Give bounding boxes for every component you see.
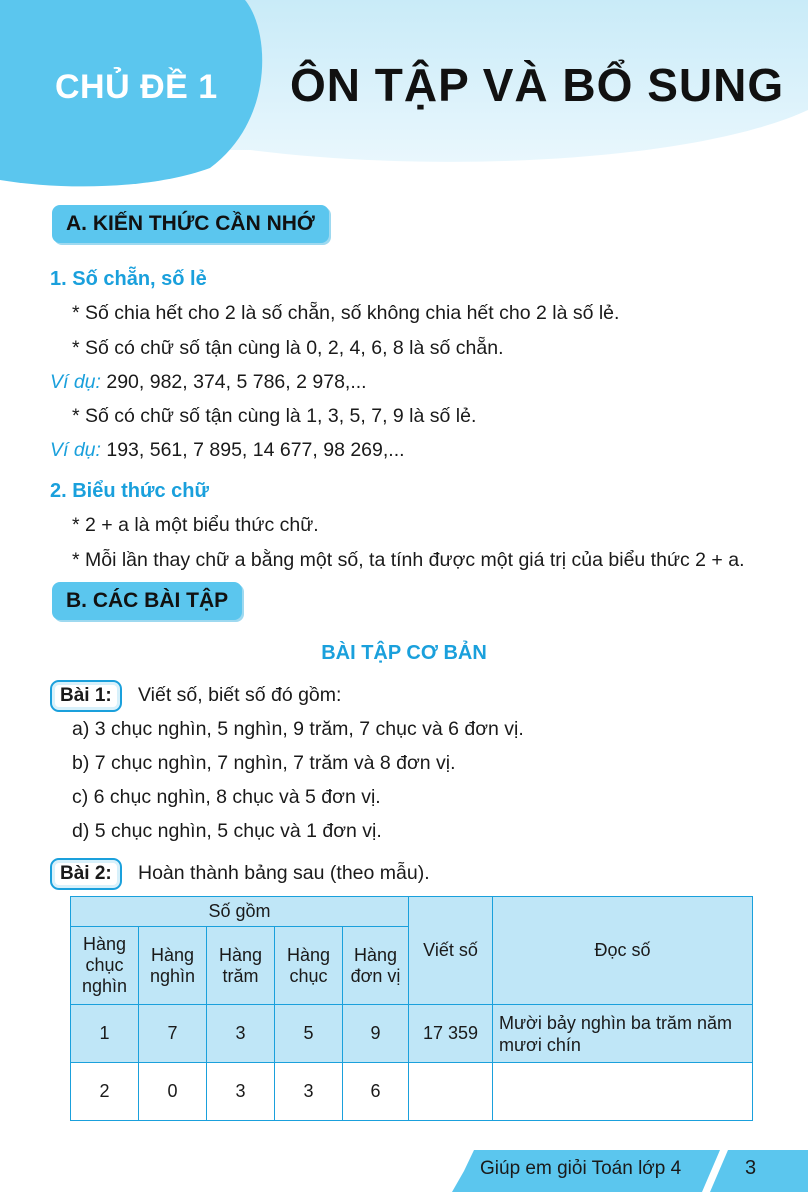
- table-cell: 1: [71, 1005, 139, 1063]
- exercise-2-prompt: Hoàn thành bảng sau (theo mẫu).: [138, 862, 430, 884]
- page-number: 3: [745, 1157, 757, 1179]
- table-cell: 17 359: [409, 1005, 493, 1063]
- table-row: [71, 1063, 753, 1121]
- part2-line2: * Mỗi lần thay chữ a bằng một số, ta tính được một giá trị của biểu thức 2 + a.: [72, 549, 745, 571]
- table-cell: 9: [343, 1005, 409, 1063]
- part1-line2: * Số có chữ số tận cùng là 0, 2, 4, 6, 8 là số chẵn.: [72, 337, 504, 359]
- exercise-1-b: b) 7 chục nghìn, 7 nghìn, 7 trăm và 8 đơn vị.: [72, 752, 456, 774]
- part1-line3: * Số có chữ số tận cùng là 1, 3, 5, 7, 9 là số lẻ.: [72, 405, 477, 427]
- place-value-table: [70, 896, 753, 1121]
- part1-title: 1. Số chẵn, số lẻ: [50, 268, 207, 290]
- exercise-1-c: c) 6 chục nghìn, 8 chục và 5 đơn vị.: [72, 786, 381, 808]
- table-cell: 3: [275, 1063, 343, 1121]
- table-cell: Mười bảy nghìn ba trăm năm mươi chín: [493, 1005, 753, 1063]
- header-hang-tram: Hàng trăm: [207, 927, 275, 1005]
- table-cell: 6: [343, 1063, 409, 1121]
- header-so-gom: Số gồm: [71, 897, 409, 927]
- answer-blank-doc-so[interactable]: [493, 1063, 753, 1121]
- example-label: Ví dụ:: [50, 439, 101, 461]
- header-hang-chuc: Hàng chục: [275, 927, 343, 1005]
- section-b-label: B. CÁC BÀI TẬP: [52, 582, 242, 620]
- book-title: Giúp em giỏi Toán lớp 4: [480, 1158, 682, 1179]
- header-hang-nghin: Hàng nghìn: [139, 927, 207, 1005]
- example-values: 290, 982, 374, 5 786, 2 978,...: [100, 371, 367, 393]
- part2-line1: * 2 + a là một biểu thức chữ.: [72, 514, 319, 536]
- table-cell: 0: [139, 1063, 207, 1121]
- part1-example1: [50, 371, 367, 394]
- basic-exercises-heading: BÀI TẬP CƠ BẢN: [321, 642, 487, 664]
- table-cell: 3: [207, 1063, 275, 1121]
- section-a-label: A. KIẾN THỨC CẦN NHỚ: [52, 205, 329, 243]
- header-viet-so: Viết số: [409, 897, 493, 1005]
- table-cell: 5: [275, 1005, 343, 1063]
- topic-label: CHỦ ĐỀ 1: [55, 68, 218, 106]
- exercise-1-label: Bài 1:: [50, 680, 122, 712]
- table-cell: 7: [139, 1005, 207, 1063]
- table-cell: 3: [207, 1005, 275, 1063]
- part2-title: 2. Biểu thức chữ: [50, 480, 209, 502]
- header-doc-so: Đọc số: [493, 897, 753, 1005]
- answer-blank-viet-so[interactable]: [409, 1063, 493, 1121]
- header-hang-don-vi: Hàng đơn vị: [343, 927, 409, 1005]
- header-hang-chuc-nghin: Hàng chục nghìn: [71, 927, 139, 1005]
- example-values: 193, 561, 7 895, 14 677, 98 269,...: [100, 439, 405, 461]
- example-label: Ví dụ:: [50, 371, 101, 393]
- exercise-2-label: Bài 2:: [50, 858, 122, 890]
- exercise-1-d: d) 5 chục nghìn, 5 chục và 1 đơn vị.: [72, 820, 382, 842]
- page-title: ÔN TẬP VÀ BỔ SUNG: [290, 59, 785, 111]
- part1-example2: [50, 439, 405, 462]
- table-cell: 2: [71, 1063, 139, 1121]
- exercise-1-a: a) 3 chục nghìn, 5 nghìn, 9 trăm, 7 chục và 6 đơn vị.: [72, 718, 524, 740]
- table-row: [71, 1005, 753, 1063]
- part1-line1: * Số chia hết cho 2 là số chẵn, số không chia hết cho 2 là số lẻ.: [72, 302, 620, 324]
- exercise-1-prompt: Viết số, biết số đó gồm:: [138, 684, 342, 706]
